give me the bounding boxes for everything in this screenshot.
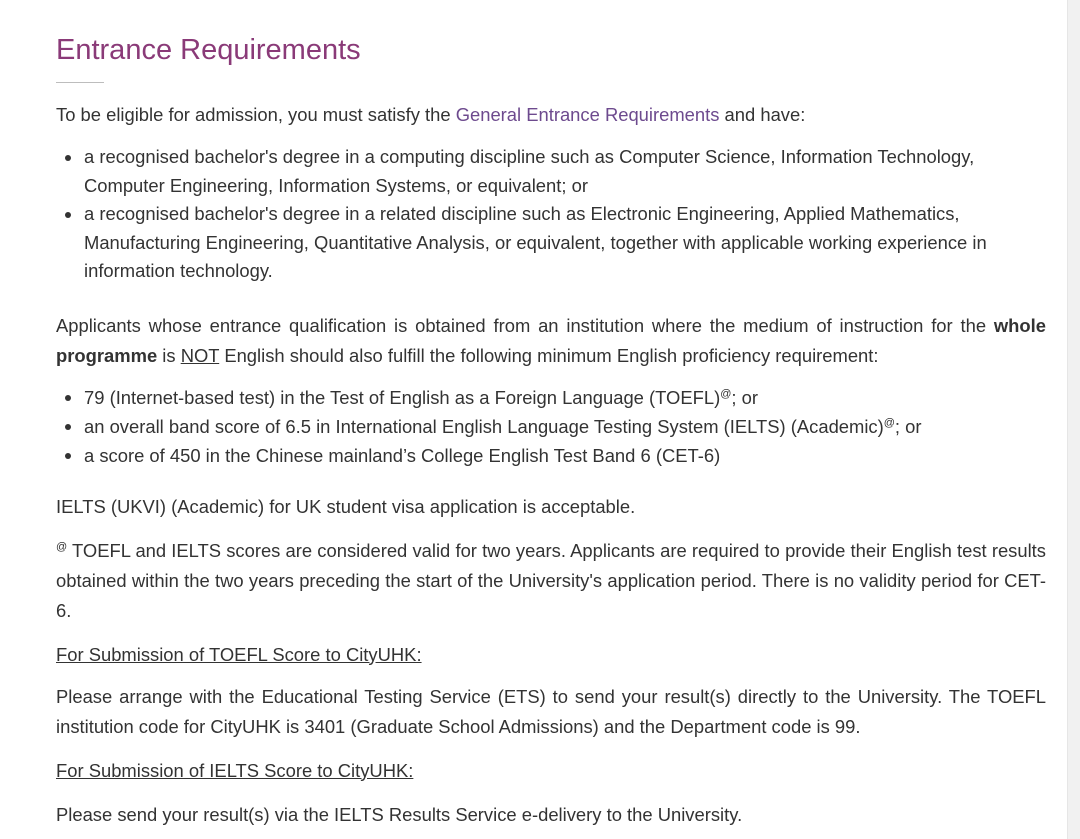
english-proficiency-list bbox=[56, 383, 1046, 470]
english-req-text: Applicants whose entrance qualification is obtained from an institution where the medium of instruction for the bbox=[56, 314, 994, 336]
english-req-text-is: is bbox=[157, 344, 181, 366]
footnote-marker: @ bbox=[56, 540, 68, 553]
title-divider bbox=[56, 82, 104, 83]
list-item bbox=[84, 412, 1046, 441]
not-emphasis: NOT bbox=[180, 344, 220, 366]
list-item: a recognised bachelor's degree in a related discipline such as Electronic Engineering, Applied Mathematics, Manufacturing Engineering, Quantitative Analysis, or equivalent, together with applicable working experience in information technology. bbox=[84, 200, 1046, 286]
cet6-requirement: a score of 450 in the Chinese mainland’s College English Test Band 6 (CET-6) bbox=[84, 444, 721, 466]
toefl-submission-body: Please arrange with the Educational Testing Service (ETS) to send your result(s) directly to the University. The TOEFL institution code for CityUHK is 3401 (Graduate School Admissions) and the Department code is 99. bbox=[56, 685, 1046, 737]
degree-requirements-list bbox=[56, 143, 1046, 286]
validity-note bbox=[56, 536, 1046, 626]
intro-text-end: and have: bbox=[719, 104, 806, 125]
english-req-text-end: English should also fulfill the following minimum English proficiency requirement: bbox=[219, 344, 879, 366]
intro-paragraph bbox=[56, 100, 1046, 129]
entrance-requirements-section bbox=[56, 28, 1046, 829]
ukvi-note: IELTS (UKVI) (Academic) for UK student visa application is acceptable. bbox=[56, 495, 636, 517]
scrollbar-track[interactable] bbox=[1067, 0, 1080, 839]
english-requirement-paragraph bbox=[56, 311, 1046, 371]
footnote-marker: @ bbox=[883, 416, 895, 429]
ielts-submission-body: Please send your result(s) via the IELTS Results Service e-delivery to the University. bbox=[56, 803, 743, 825]
intro-text: To be eligible for admission, you must satisfy the bbox=[56, 104, 456, 125]
toefl-requirement: 79 (Internet-based test) in the Test of English as a Foreign Language (TOEFL) bbox=[84, 386, 721, 408]
list-item: a recognised bachelor's degree in a computing discipline such as Computer Science, Information Technology, Computer Engineering, Information Systems, or equivalent; or bbox=[84, 143, 1046, 200]
general-entrance-requirements-link[interactable]: General Entrance Requirements bbox=[455, 104, 720, 125]
list-item-tail: ; or bbox=[731, 386, 758, 408]
validity-note-text: TOEFL and IELTS scores are considered valid for two years. Applicants are required to provide their English test results obtained within the two years preceding the start of the University's application period. There is no validity period for CET-6. bbox=[56, 539, 1046, 621]
list-item-tail: ; or bbox=[894, 415, 922, 437]
footnote-marker: @ bbox=[720, 387, 732, 400]
toefl-submission-heading: For Submission of TOEFL Score to CityUHK: bbox=[56, 643, 422, 665]
ielts-requirement: an overall band score of 6.5 in International English Language Testing System (IELTS) (Academic) bbox=[84, 415, 884, 437]
ielts-submission-heading: For Submission of IELTS Score to CityUHK: bbox=[56, 759, 414, 781]
list-item bbox=[84, 441, 1046, 470]
list-item bbox=[84, 383, 1046, 412]
whole-programme-emphasis: whole programme bbox=[56, 314, 1046, 366]
page-title: Entrance Requirements bbox=[56, 34, 361, 66]
